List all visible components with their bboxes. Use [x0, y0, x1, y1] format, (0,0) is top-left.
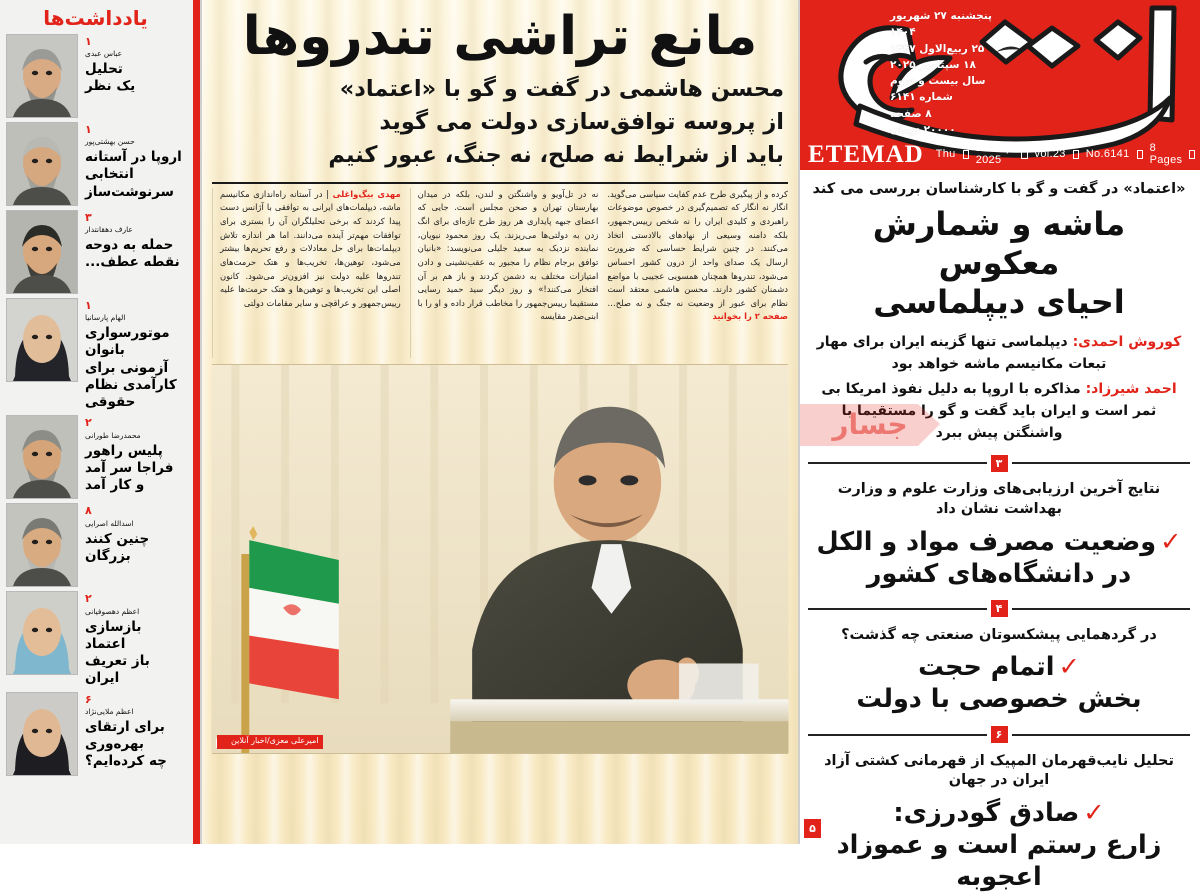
- lead-headline: [808, 205, 1190, 322]
- note-page-number: ۸: [85, 504, 92, 518]
- note-page-number: ۱: [85, 35, 92, 48]
- note-item[interactable]: [6, 591, 185, 687]
- note-page-number: ۶: [85, 692, 92, 706]
- issue-number: شماره ۶۱۴۱: [890, 91, 953, 104]
- lead-quote-1: [814, 332, 1184, 375]
- quote-source-2: احمد شیرزاد:: [1085, 381, 1177, 398]
- note-author: اعظم دهصوفیانی: [85, 606, 140, 616]
- separator-square-icon: [963, 150, 969, 159]
- note-page-number: ۲: [85, 416, 92, 430]
- check-icon: ✓: [1160, 526, 1182, 557]
- article-body: [212, 188, 788, 358]
- note-title: [85, 443, 185, 495]
- divider-line: [1012, 608, 1191, 610]
- note-title-line: آزمونی برای: [85, 359, 169, 376]
- note-text: [83, 210, 185, 272]
- note-portrait: [6, 298, 78, 382]
- note-author: الهام پارسانیا: [85, 313, 126, 323]
- lead-byline: مهدی بیگ‌واغلی: [332, 188, 401, 199]
- date-jalali: پنجشنبه ۲۷ شهریور ۱۴۰۴: [890, 10, 992, 39]
- note-text: [83, 591, 185, 687]
- note-item[interactable]: [6, 210, 185, 294]
- note-portrait: [6, 122, 78, 206]
- meta-date: 18 Sep 2025: [975, 142, 1013, 166]
- divider-line: [1012, 734, 1191, 736]
- divider-3: [808, 726, 1190, 744]
- story-headline-line-1: ✓وضعیت مصرف مواد و الکل: [816, 526, 1182, 557]
- left-story-item[interactable]: [808, 480, 1190, 589]
- divider-line: [808, 734, 987, 736]
- note-title-line: برای ارتقای: [85, 718, 165, 735]
- story-headline: [808, 797, 1190, 893]
- sidebar-title: یادداشت‌ها: [43, 6, 148, 30]
- separator-square-icon: [1021, 150, 1027, 159]
- subhead-line-3: باید از شرایط نه صلح، نه جنگ، عبور کنیم: [328, 141, 784, 168]
- left-column: [800, 0, 1200, 892]
- note-portrait: [6, 591, 78, 675]
- note-portrait: [6, 210, 78, 294]
- body-text-3: کرده و از پیگیری طرح عدم کفایت سیاسی می‌گوید. انگار نه انگار که تصمیم‌گیری در خصوص موضوعات راهبردی و کلیدی ایران را نه شخص رییس‌جمهور، بلکه دامنه وسیعی از نهادهای بالادستی اتخاذ می‌کنند. در چنین شرایط حساسی که ضرورت ارسال یک صدای واحد از درون کشور احساس می‌شود، تندروها همچنان همسویی عجیبی با مواضع دشمنان کشور دارند. محسن هاشمی معتقد است نظام برای عبور از وضعیت نه جنگ و نه صلح…: [607, 188, 789, 308]
- note-author: اعظم ملایی‌نژاد: [85, 706, 134, 716]
- note-author: عارف دهقانتدار: [85, 225, 133, 235]
- left-story-item[interactable]: [808, 626, 1190, 716]
- quote-text-2: مذاکره با اروپا به دلیل نفوذ امریکا بی ثمر است و ایران باید گفت و گو را مستقیما با واشنگتن پیش ببرد: [821, 381, 1157, 441]
- note-title-line: یک نظر: [85, 78, 136, 95]
- divider-line: [808, 462, 987, 464]
- lead-quote-2: [814, 379, 1184, 444]
- main-photo: [212, 364, 788, 754]
- notes-list: [6, 34, 185, 776]
- photo-credit: امیرعلی معزی/اخبار آنلاین: [217, 735, 323, 748]
- divider-1: [808, 454, 1190, 472]
- divider-line: [808, 608, 987, 610]
- main-headline: مانع تراشی تندروها: [242, 6, 758, 67]
- masthead: [800, 0, 1200, 170]
- note-title-line: بزرگان: [85, 547, 131, 564]
- note-item[interactable]: [6, 415, 185, 499]
- quote-source-1: کوروش احمدی:: [1072, 333, 1182, 350]
- lead-kicker: «اعتماد» در گفت و گو با کارشناسان بررسی می کند: [812, 181, 1186, 197]
- note-author: حسن بهشتی‌پور: [85, 137, 135, 147]
- headline-rule: [212, 182, 788, 184]
- story-headline-line-2: در دانشگاه‌های کشور: [866, 558, 1132, 589]
- note-text: [83, 298, 185, 411]
- note-title-line: تحلیل: [85, 61, 123, 78]
- meta-volume: vol.23: [1034, 148, 1066, 160]
- note-title-line: فراجا سر آمد: [85, 459, 174, 476]
- page-badge-1[interactable]: ۳: [991, 455, 1008, 472]
- note-text: [83, 34, 185, 96]
- story-kicker: در گردهمایی پیشکسوتان صنعتی چه گذشت؟: [841, 626, 1157, 643]
- divider-2: [808, 600, 1190, 618]
- note-item[interactable]: [6, 34, 185, 118]
- separator-square-icon: [1073, 150, 1079, 159]
- center-column: [200, 0, 800, 844]
- divider-line: [1012, 462, 1191, 464]
- body-text-1: | در آستانه راه‌اندازی مکانیسم ماشه، دیپلمات‌های ایرانی به توافقی با آژانس دست پیدا کردند که برخی تحلیلگران آن را بستری برای توافقات مهم‌تر آینده می‌دانند. اما هر اندازه تلاش دیپلمات‌ها برای حل معادلات و رفع تحریم‌ها بیشتر می‌شود، توهین‌ها، تخریب‌ها و هتک حرمت‌های تندروها علیه دولت نیز افزون‌تر می‌شود. کانون اصلی این تخریب‌ها و توهین‌ها و هتک حرمت‌ها علیه رییس‌جمهور و عراقچی و سایر مقامات دولتی: [220, 188, 401, 308]
- page-badge-2[interactable]: ۴: [991, 600, 1008, 617]
- page-badge-3[interactable]: ۶: [991, 726, 1008, 743]
- note-item[interactable]: [6, 503, 185, 587]
- note-page-number: ۳: [85, 211, 92, 224]
- note-portrait: [6, 415, 78, 499]
- note-title-line: کارآمدی نظام حقوقی: [85, 376, 177, 411]
- note-text: [83, 692, 185, 771]
- story-headline: [808, 526, 1190, 590]
- story-headline-line-1: ✓اتمام حجت: [918, 652, 1080, 683]
- left-items-list: [808, 480, 1190, 893]
- note-title-line: بازسازی اعتماد: [85, 618, 142, 652]
- masthead-dates: [890, 8, 1020, 138]
- body-column-1: [212, 188, 401, 358]
- svg-text:جسار: جسار: [832, 408, 908, 441]
- body-column-3: [607, 188, 788, 358]
- story-kicker: تحلیل نایب‌قهرمان المپیک از قهرمانی کشتی آزاد ایران در جهان: [824, 752, 1174, 789]
- volume-year: سال بیست و سوم: [890, 75, 986, 88]
- meta-pages: 8 Pages: [1149, 142, 1183, 166]
- subhead-line-1: محسن هاشمی در گفت و گو با «اعتماد»: [339, 76, 784, 103]
- etemad-wordmark: ETEMAD: [808, 140, 924, 168]
- note-title-line: باز تعریف ایران: [85, 653, 150, 687]
- body-text-2: نه در تل‌آویو و واشنگتن و لندن، بلکه در میدان بهارستان تهران و صحن مجلس است. جایی که اعضای جبهه پایداری هر روز طرح تازه‌ای برای انگ زدن به دولتی‌ها می‌ریزند. یک روز محمود نبویان، نماینده نزدیک به سعید جلیلی می‌نویسد: «بانیان توافق برجام نظام را مجبور به عقب‌نشینی و دادن امتیازات مختلف به دشمن کردند و باز هم بر آن افتخار می‌کنند!» و روز دیگر سید حمید رسایی مستقیما رییس‌جمهور را مخاطب قرار داده و او را با ابنی‌صدر مقایسه: [417, 188, 599, 322]
- subhead-line-2: از پروسه توافق‌سازی دولت می گوید: [379, 108, 784, 135]
- note-portrait: [6, 503, 78, 587]
- note-page-number: ۲: [85, 592, 92, 606]
- note-author: عباس عبدی: [85, 49, 123, 59]
- photo-illustration: [213, 365, 787, 753]
- body-column-2: [410, 188, 599, 358]
- note-title-line: بهره‌وری: [85, 735, 144, 752]
- check-icon: ✓: [1058, 652, 1080, 683]
- story-kicker: نتایج آخرین ارزیابی‌های وزارت علوم و وزارت بهداشت نشان داد: [837, 481, 1161, 517]
- note-page-number: ۱: [85, 299, 92, 312]
- note-author: اسدالله اصرایی: [85, 518, 134, 528]
- note-title: [85, 61, 185, 96]
- note-title-line: موتورسواری بانوان: [85, 325, 170, 359]
- note-portrait: [6, 692, 78, 776]
- note-title-line: چه کرده‌ایم؟: [85, 753, 167, 770]
- note-title-line: نقطه عطف...: [85, 254, 180, 271]
- date-hijri: ۲۵ ربیع‌الاول ۱۴۴۷: [890, 42, 985, 55]
- note-portrait: [6, 34, 78, 118]
- note-title-line: و کار آمد: [85, 477, 145, 494]
- note-title: [85, 531, 185, 566]
- price: ۲۰۰۰۰ تومان: [890, 123, 956, 136]
- story-headline-line-2: بخش خصوصی با دولت: [856, 684, 1142, 715]
- check-icon: ✓: [1083, 797, 1105, 828]
- lead-headline-line-1: ماشه و شمارش معکوس: [872, 204, 1126, 282]
- masthead-latin-bar: [800, 141, 1200, 167]
- note-text: [83, 122, 185, 201]
- story-headline-line-1: ✓صادق گودرزی:: [893, 797, 1105, 828]
- note-title-line: سرنوشت‌ساز: [85, 183, 174, 200]
- separator-square-icon: [1137, 150, 1143, 159]
- lead-headline-line-2: احیای دیپلماسی: [873, 282, 1125, 321]
- note-item[interactable]: [6, 692, 185, 776]
- note-page-number: ۱: [85, 123, 92, 136]
- note-title-line: چنین کنند: [85, 530, 150, 547]
- meta-number: No.6141: [1085, 148, 1130, 160]
- story-headline: [808, 651, 1190, 715]
- main-subheadline: [216, 74, 784, 172]
- note-title-line: اروپا در آستانه: [85, 149, 182, 166]
- masthead-latin-meta: [936, 142, 1200, 166]
- note-title: [85, 237, 185, 272]
- note-text: [83, 503, 185, 565]
- note-item[interactable]: [6, 122, 185, 206]
- note-text: [83, 415, 185, 494]
- story-headline-line-2: زارع رستم است و عموزاد اعجوبه: [836, 829, 1162, 892]
- separator-square-icon: [1189, 150, 1195, 159]
- quote-text-1: دیپلماسی تنها گزینه ایران برای مهار تبعات مکانیسم ماشه خواهد بود: [816, 333, 1107, 372]
- page-count: ۸ صفحه: [890, 107, 932, 120]
- left-story-item[interactable]: [808, 752, 1190, 893]
- note-title: [85, 149, 185, 201]
- corner-page-badge[interactable]: ۵: [804, 819, 821, 838]
- note-author: محمدرضا طورانی: [85, 430, 141, 440]
- note-title: [85, 619, 185, 688]
- note-item[interactable]: [6, 298, 185, 411]
- note-title-line: انتخابی: [85, 166, 134, 183]
- continued-link[interactable]: صفحه ۲ را بخوانید: [712, 311, 789, 322]
- note-title: [85, 325, 185, 411]
- note-title-line: حمله به دوحه: [85, 237, 174, 254]
- note-title: [85, 719, 185, 771]
- notes-sidebar: [0, 0, 200, 844]
- note-title-line: پلیس راهور: [85, 442, 163, 459]
- date-gregorian: ۱۸ سپتامبر ۲۰۲۵: [890, 58, 976, 71]
- meta-day: Thu: [935, 148, 956, 160]
